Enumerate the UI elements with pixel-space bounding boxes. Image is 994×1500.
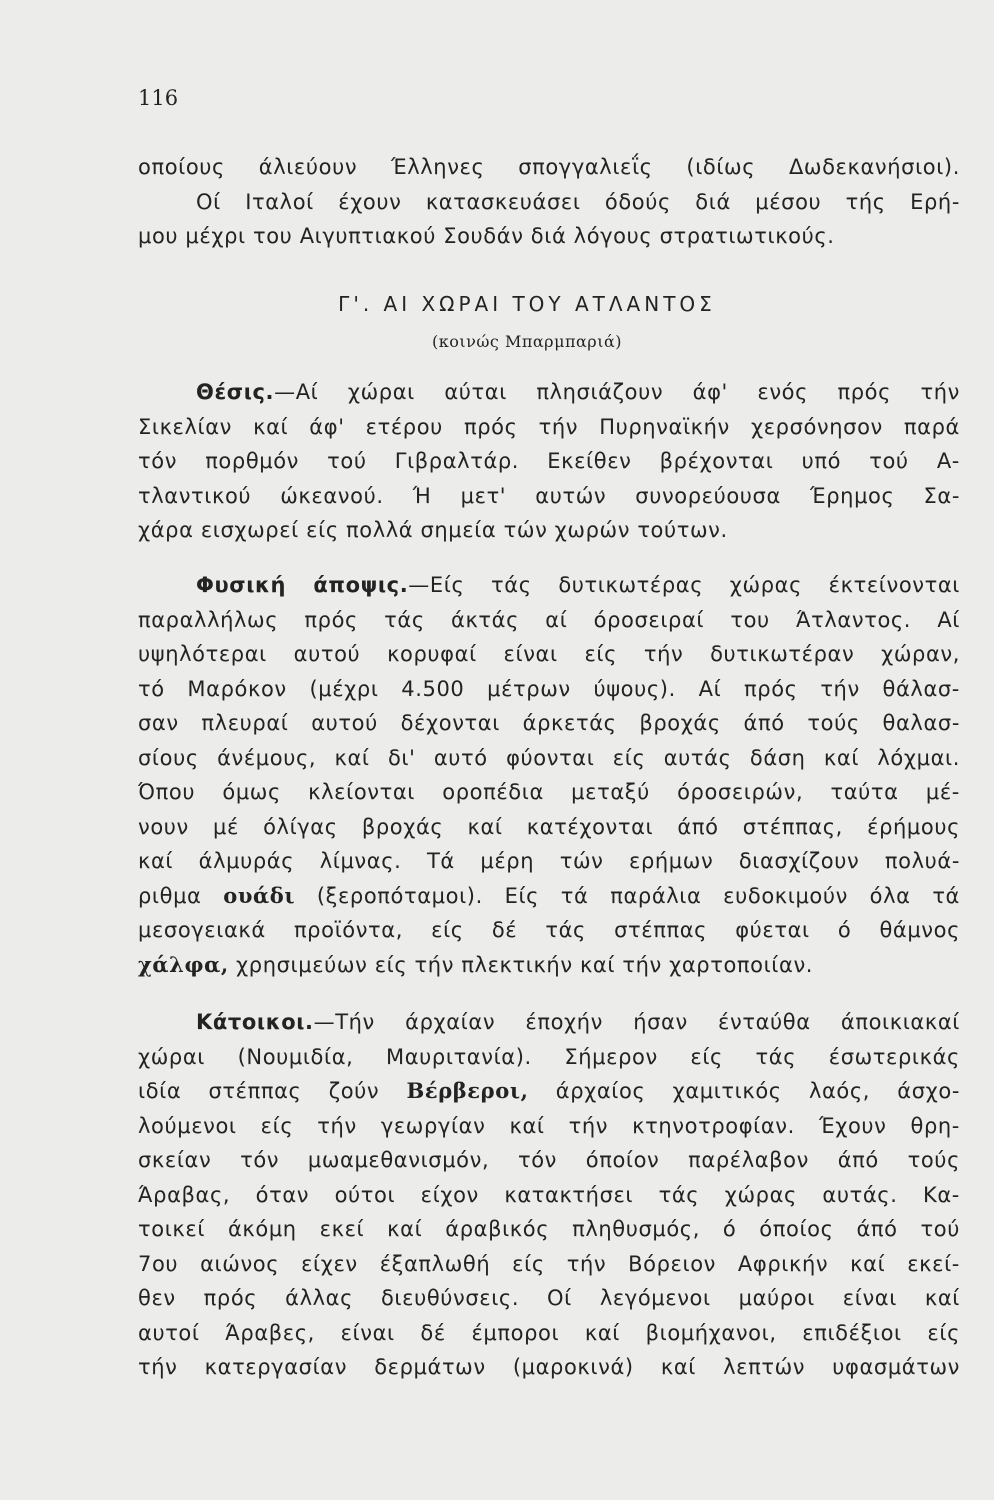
paragraph-keyword: Θέσις. (196, 380, 275, 404)
text-line: Σικελίαν καί άφ' ετέρου πρός τήν Πυρηναϊκήν χερσόνησον παρά (138, 414, 960, 439)
text-span: (ξεροπόταμοι). Είς τά παράλια ευδοκιμούν όλα τά (295, 883, 960, 908)
text-span: —Αί χώραι αύται πλησιάζουν άφ' ενός πρός τήν (274, 380, 960, 404)
text-line: τήν κατεργασίαν δερμάτων (μαροκινά) καί λεπτών υφασμάτων (138, 1355, 960, 1379)
text-line: νουν μέ όλίγας βροχάς καί κατέχονται άπό στέππας, έρήμους (138, 814, 960, 839)
text-span: άρχαίος χαμιτικός λαός, άσχο- (528, 1079, 961, 1103)
text-line: Όπου όμως κλείονται οροπέδια μεταξύ όροσειρών, ταύτα μέ- (138, 780, 960, 804)
text-line (138, 879, 960, 914)
text-line (138, 948, 960, 983)
text-line (138, 375, 960, 410)
text-line: υψηλότεραι αυτού κορυφαί είναι είς τήν δυτικωτέραν χώραν, (138, 642, 960, 666)
text-line: σκείαν τόν μωαμεθανισμόν, τόν όποίον παρέλαβον άπό τούς (138, 1148, 960, 1172)
text-line: λούμενοι είς τήν γεωργίαν καί τήν κτηνοτροφίαν. Έχουν θρη- (138, 1113, 960, 1138)
text-line: σίους άνέμους, καί δι' αυτό φύονται είς αυτάς δάση καί λόχμαι. (138, 745, 960, 770)
page-number: 116 (138, 86, 179, 110)
paragraph-position (138, 375, 960, 548)
text-line: αυτοί Άραβες, είναι δέ έμποροι καί βιομήχανοι, επιδέξιοι είς (138, 1320, 960, 1345)
text-line: καί άλμυράς λίμνας. Τά μέρη τών ερήμων διασχίζουν πολυά- (138, 849, 960, 873)
text-line: χάρα εισχωρεί είς πολλά σημεία τών χωρών τούτων. (138, 518, 728, 542)
paragraph-inhabitants (138, 1005, 960, 1385)
paragraph-keyword: Φυσική άποψις. (196, 573, 409, 597)
text-line (138, 1005, 960, 1040)
highlight-term: ουάδι (223, 882, 296, 908)
text-line: 7ου αιώνος είχεν έξαπλωθή είς τήν Βόρειον Αφρικήν καί εκεί- (138, 1251, 960, 1276)
text-line: Οί Ιταλοί έχουν κατασκευάσει όδούς διά μέσου τής Ερή- (196, 189, 960, 214)
text-line (138, 1074, 960, 1109)
intro-paragraph (138, 150, 960, 254)
text-line: σαν πλευραί αυτού δέχονται άρκετάς βροχάς άπό τούς θαλασ- (138, 711, 960, 735)
text-span: ριθμα (138, 883, 224, 908)
text-line: χώραι (Νουμιδία, Μαυριτανία). Σήμερον είς τάς έσωτερικάς (138, 1044, 960, 1069)
text-line: θεν πρός άλλας διευθύνσεις. Οί λεγόμενοι μαύροι είναι καί (138, 1286, 960, 1310)
text-line (138, 568, 960, 603)
text-span: χρησιμεύων είς τήν πλεκτικήν καί τήν χαρτοποιίαν. (228, 952, 814, 977)
text-line: τόν πορθμόν τού Γιβραλτάρ. Εκείθεν βρέχονται υπό τού Α- (138, 449, 960, 473)
text-line: μεσογειακά προϊόντα, είς δέ τάς στέππας φύεται ό θάμνος (138, 918, 960, 942)
paragraph-physical (138, 568, 960, 982)
text-span: ιδία στέππας ζούν (138, 1079, 407, 1103)
text-line: Άραβας, όταν ούτοι είχον κατακτήσει τάς χώρας αυτάς. Κα- (138, 1182, 960, 1207)
section-subtitle: (κοινώς Μπαρμπαριά) (431, 332, 623, 351)
text-line: τοικεί άκόμη εκεί καί άραβικός πληθυσμός, ό όποίος άπό τού (138, 1217, 960, 1241)
text-span: —Είς τάς δυτικωτέρας χώρας έκτείνονται (408, 573, 961, 597)
section-title: Γ'. ΑΙ ΧΩΡΑΙ ΤΟΥ ΑΤΛΑΝΤΟΣ (338, 292, 716, 316)
text-line: τό Μαρόκον (μέχρι 4.500 μέτρων ύψους). Αί πρός τήν θάλασ- (138, 676, 960, 701)
text-line: παραλλήλως πρός τάς άκτάς αί όροσειραί του Άτλαντος. Αί (138, 607, 960, 632)
text-line: οποίους άλιεύουν Έλληνες σπογγαλιεΐς (ιδίως Δωδεκανήσιοι). (138, 155, 960, 179)
highlight-term: Βέρβεροι, (406, 1078, 529, 1103)
text-span: —Τήν άρχαίαν έποχήν ήσαν ένταύθα άποικιακαί (313, 1010, 960, 1034)
text-line: τλαντικού ώκεανού. Ή μετ' αυτών συνορεύουσα Έρημος Σα- (138, 483, 960, 508)
paragraph-keyword: Κάτοικοι. (196, 1010, 314, 1034)
text-line: μου μέχρι του Αιγυπτιακού Σουδάν διά λόγους στρατιωτικούς. (138, 224, 835, 248)
highlight-term: χάλφα, (138, 951, 229, 977)
